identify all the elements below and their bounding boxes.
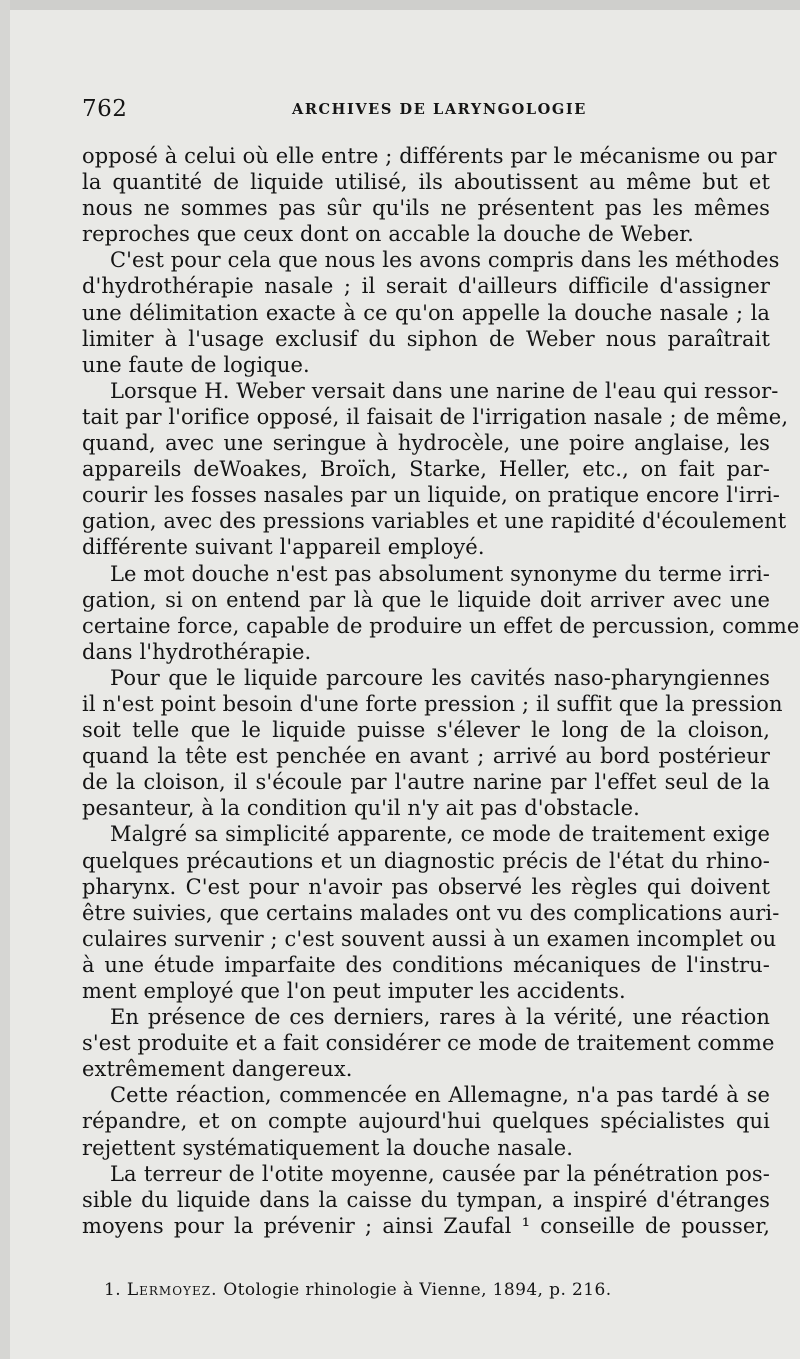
- text-line: pharynx. C'est pour n'avoir pas observé les règles qui doivent: [82, 874, 770, 899]
- text-line: une faute de logique.: [82, 352, 310, 377]
- scan-left-border: [0, 0, 10, 1359]
- text-line: Lorsque H. Weber versait dans une narine de l'eau qui ressor-: [110, 378, 779, 403]
- text-line: tait par l'orifice opposé, il faisait de l'irrigation nasale ; de même,: [82, 404, 789, 429]
- text-line: soit telle que le liquide puisse s'élever le long de la cloison,: [82, 718, 770, 743]
- text-line: appareils deWoakes, Broïch, Starke, Heller, etc., on fait par-: [82, 457, 770, 482]
- footnote-author: Lermoyez.: [126, 1280, 218, 1300]
- page-number: 762: [82, 96, 128, 122]
- text-line: Pour que le liquide parcoure les cavités naso-pharyngiennes: [110, 665, 770, 690]
- text-line: quand, avec une seringue à hydrocèle, une poire anglaise, les: [82, 431, 770, 456]
- text-line: à une étude imparfaite des conditions mécaniques de l'instru-: [82, 952, 770, 977]
- text-line: répandre, et on compte aujourd'hui quelques spécialistes qui: [82, 1109, 770, 1134]
- text-line: limiter à l'usage exclusif du siphon de Weber nous paraîtrait: [82, 326, 770, 351]
- text-line: différente suivant l'appareil employé.: [82, 535, 485, 560]
- text-line: gation, si on entend par là que le liquide doit arriver avec une: [82, 587, 770, 612]
- text-line: rejettent systématiquement la douche nasale.: [82, 1135, 574, 1160]
- text-line: pesanteur, à la condition qu'il n'y ait pas d'obstacle.: [82, 796, 640, 821]
- text-line: nous ne sommes pas sûr qu'ils ne présentent pas les mêmes: [82, 196, 770, 221]
- text-line: extrêmement dangereux.: [82, 1057, 353, 1082]
- text-line: La terreur de l'otite moyenne, causée par la pénétration pos-: [110, 1161, 770, 1186]
- text-line: sible du liquide dans la caisse du tympan, a inspiré d'étranges: [82, 1187, 770, 1212]
- text-line: il n'est point besoin d'une forte pression ; il suffit que la pression: [82, 691, 783, 716]
- text-line: quelques précautions et un diagnostic précis de l'état du rhino-: [82, 848, 770, 873]
- text-line: d'hydrothérapie nasale ; il serait d'ailleurs difficile d'assigner: [82, 274, 770, 299]
- text-line: En présence de ces derniers, rares à la vérité, une réaction: [110, 1005, 770, 1030]
- text-line: culaires survenir ; c'est souvent aussi à un examen incomplet ou: [82, 926, 777, 951]
- footnote-marker: 1.: [104, 1280, 122, 1300]
- text-line: Le mot douche n'est pas absolument synonyme du terme irri-: [110, 561, 770, 586]
- page-header: [82, 96, 772, 126]
- text-line: reproches que ceux dont on accable la douche de Weber.: [82, 222, 694, 247]
- text-line: la quantité de liquide utilisé, ils aboutissent au même but et: [82, 170, 770, 195]
- text-line: Malgré sa simplicité apparente, ce mode de traitement exige: [110, 822, 770, 847]
- text-line: dans l'hydrothérapie.: [82, 639, 312, 664]
- text-line: courir les fosses nasales par un liquide, on pratique encore l'irri-: [82, 483, 780, 508]
- running-head: ARCHIVES DE LARYNGOLOGIE: [292, 101, 587, 118]
- text-line: certaine force, capable de produire un effet de percussion, comme: [82, 613, 800, 638]
- body-text: [82, 143, 800, 1239]
- text-line: de la cloison, il s'écoule par l'autre narine par l'effet seul de la: [82, 770, 770, 795]
- footnote: [104, 1280, 612, 1300]
- text-line: Cette réaction, commencée en Allemagne, n'a pas tardé à se: [110, 1083, 770, 1108]
- text-line: une délimitation exacte à ce qu'on appelle la douche nasale ; la: [82, 300, 770, 325]
- text-line: quand la tête est penchée en avant ; arrivé au bord postérieur: [82, 744, 770, 769]
- text-line: gation, avec des pressions variables et une rapidité d'écoulement: [82, 509, 787, 534]
- text-line: être suivies, que certains malades ont vu des complications auri-: [82, 900, 780, 925]
- text-line: C'est pour cela que nous les avons compris dans les méthodes: [110, 248, 780, 273]
- text-line: moyens pour la prévenir ; ainsi Zaufal ¹ conseille de pousser,: [82, 1213, 770, 1238]
- text-line: ment employé que l'on peut imputer les accidents.: [82, 979, 626, 1003]
- text-line: s'est produite et a fait considérer ce mode de traitement comme: [82, 1031, 775, 1056]
- text-line: opposé à celui où elle entre ; différents par le mécanisme ou par: [82, 144, 777, 168]
- scan-top-border: [0, 0, 800, 10]
- footnote-reference: Otologie rhinologie à Vienne, 1894, p. 216.: [223, 1280, 612, 1300]
